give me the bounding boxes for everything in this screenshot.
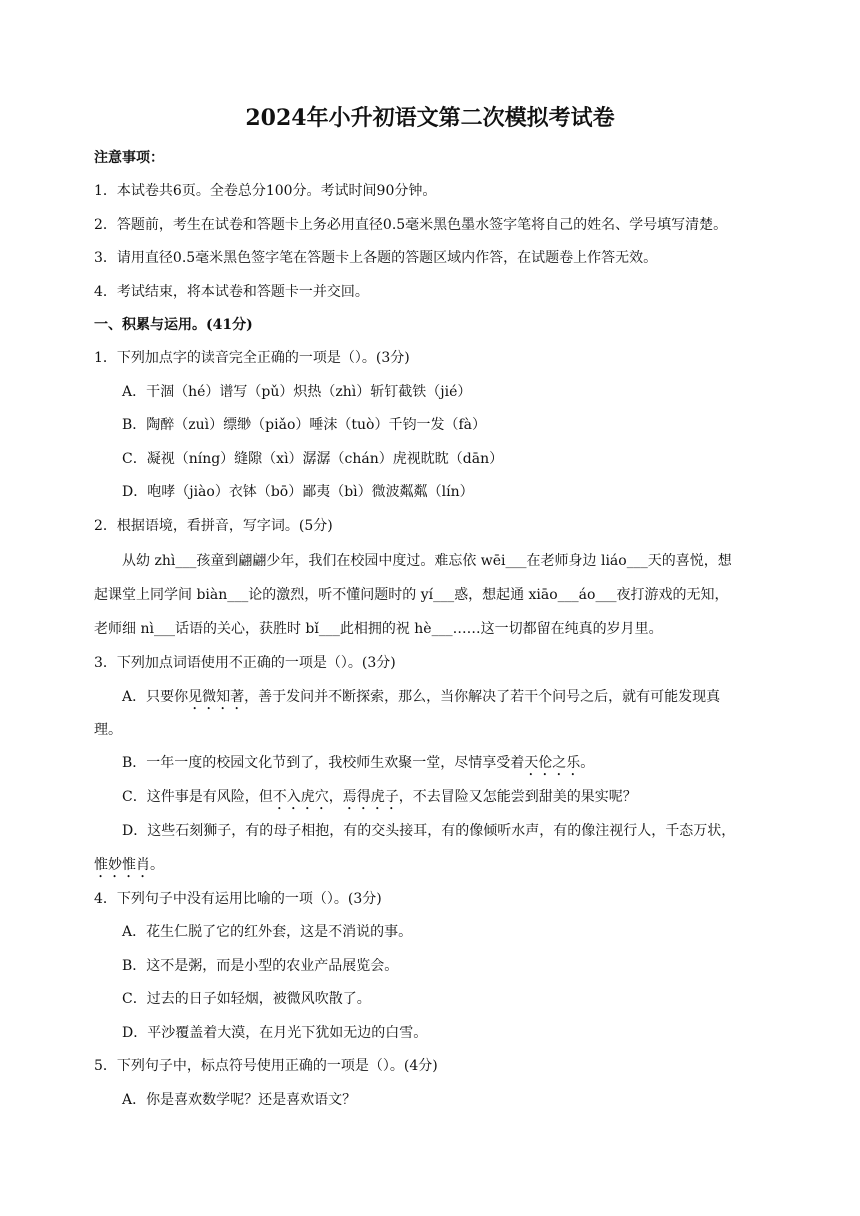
question-2-passage-line-1: 从幼 zhì___孩童到翩翩少年，我们在校园中度过。难忘依 wēi___在老师身边 liáo___天的喜悦，想 (122, 553, 732, 569)
notice-heading: 注意事项： (94, 150, 164, 166)
emphasized-phrase: 不入虎穴，焉得虎子 (272, 789, 399, 805)
question-1-stem: 1．下列加点字的读音完全正确的一项是（）。(3分) (94, 350, 410, 366)
question-3-option-a-cont: 理。 (94, 722, 122, 738)
question-4-option-b: B．这不是粥，而是小型的农业产品展览会。 (122, 958, 399, 974)
section-heading: 一、积累与运用。(41分) (94, 317, 253, 333)
question-4-option-c: C．过去的日子如轻烟，被微风吹散了。 (122, 991, 371, 1007)
notice-1: 1．本试卷共6页。全卷总分100分。考试时间90分钟。 (94, 183, 437, 199)
question-4-option-d: D．平沙覆盖着大漠，在月光下犹如无边的白雪。 (122, 1025, 428, 1041)
question-2-passage-line-2: 起课堂上同学间 biàn___论的激烈，听不懂问题时的 yí___惑，想起通 xiāo___áo___夜打游戏的无知， (94, 587, 729, 603)
question-1-option-c: C．凝视（níng）缝隙（xì）潺潺（chán）虎视眈眈（dān） (122, 451, 504, 467)
question-5-option-a: A．你是喜欢数学呢？还是喜欢语文？ (122, 1092, 357, 1108)
emphasized-phrase: 天伦之乐 (524, 755, 581, 771)
question-1-option-b: B．陶醉（zuì）缥缈（piǎo）唾沫（tuò）千钧一发（fà） (122, 417, 486, 433)
question-4-option-a: A．花生仁脱了它的红外套，这是不消说的事。 (122, 924, 413, 940)
notice-4: 4．考试结束，将本试卷和答题卡一并交回。 (94, 284, 369, 300)
emphasized-phrase: 惟妙惟肖 (94, 857, 150, 873)
question-3-option-d-cont: 惟妙惟肖。 (94, 857, 164, 873)
question-3-option-d: D．这些石刻狮子，有的母子相抱，有的交头接耳，有的像倾听水声，有的像注视行人，千态万状， (122, 823, 736, 839)
question-2-passage-line-3: 老师细 nì___话语的关心，获胜时 bǐ___此相拥的祝 hè___……这一切都留在纯真的岁月里。 (94, 621, 663, 637)
question-1-option-a: A．干涸（hé）谱写（pǔ）炽热（zhì）斩钉截铁（jié） (122, 384, 472, 400)
question-3-option-a: A．只要你见微知著，善于发问并不断探索，那么，当你解决了若干个问号之后，就有可能发现真 (122, 689, 721, 705)
notice-2: 2．答题前，考生在试卷和答题卡上务必用直径0.5毫米黑色墨水签字笔将自己的姓名、学号填写清楚。 (94, 217, 728, 233)
question-4-stem: 4．下列句子中没有运用比喻的一项（）。(3分) (94, 891, 382, 907)
question-5-stem: 5．下列句子中，标点符号使用正确的一项是（）。(4分) (94, 1058, 438, 1074)
emphasized-phrase: 见微知著 (188, 689, 245, 705)
question-2-stem: 2．根据语境，看拼音，写字词。(5分) (94, 518, 333, 534)
question-3-option-c: C．这件事是有风险，但不入虎穴，焉得虎子，不去冒险又怎能尝到甜美的果实呢？ (122, 789, 637, 805)
notice-3: 3．请用直径0.5毫米黑色签字笔在答题卡上各题的答题区域内作答，在试题卷上作答无效。 (94, 250, 658, 266)
page-title: 2024年小升初语文第二次模拟考试卷 (245, 105, 615, 131)
question-3-stem: 3．下列加点词语使用不正确的一项是（）。(3分) (94, 655, 396, 671)
question-1-option-d: D．咆哮（jiào）衣钵（bō）鄙夷（bì）微波粼粼（lín） (122, 484, 474, 500)
question-3-option-b: B．一年一度的校园文化节到了，我校师生欢聚一堂，尽情享受着天伦之乐。 (122, 755, 595, 771)
